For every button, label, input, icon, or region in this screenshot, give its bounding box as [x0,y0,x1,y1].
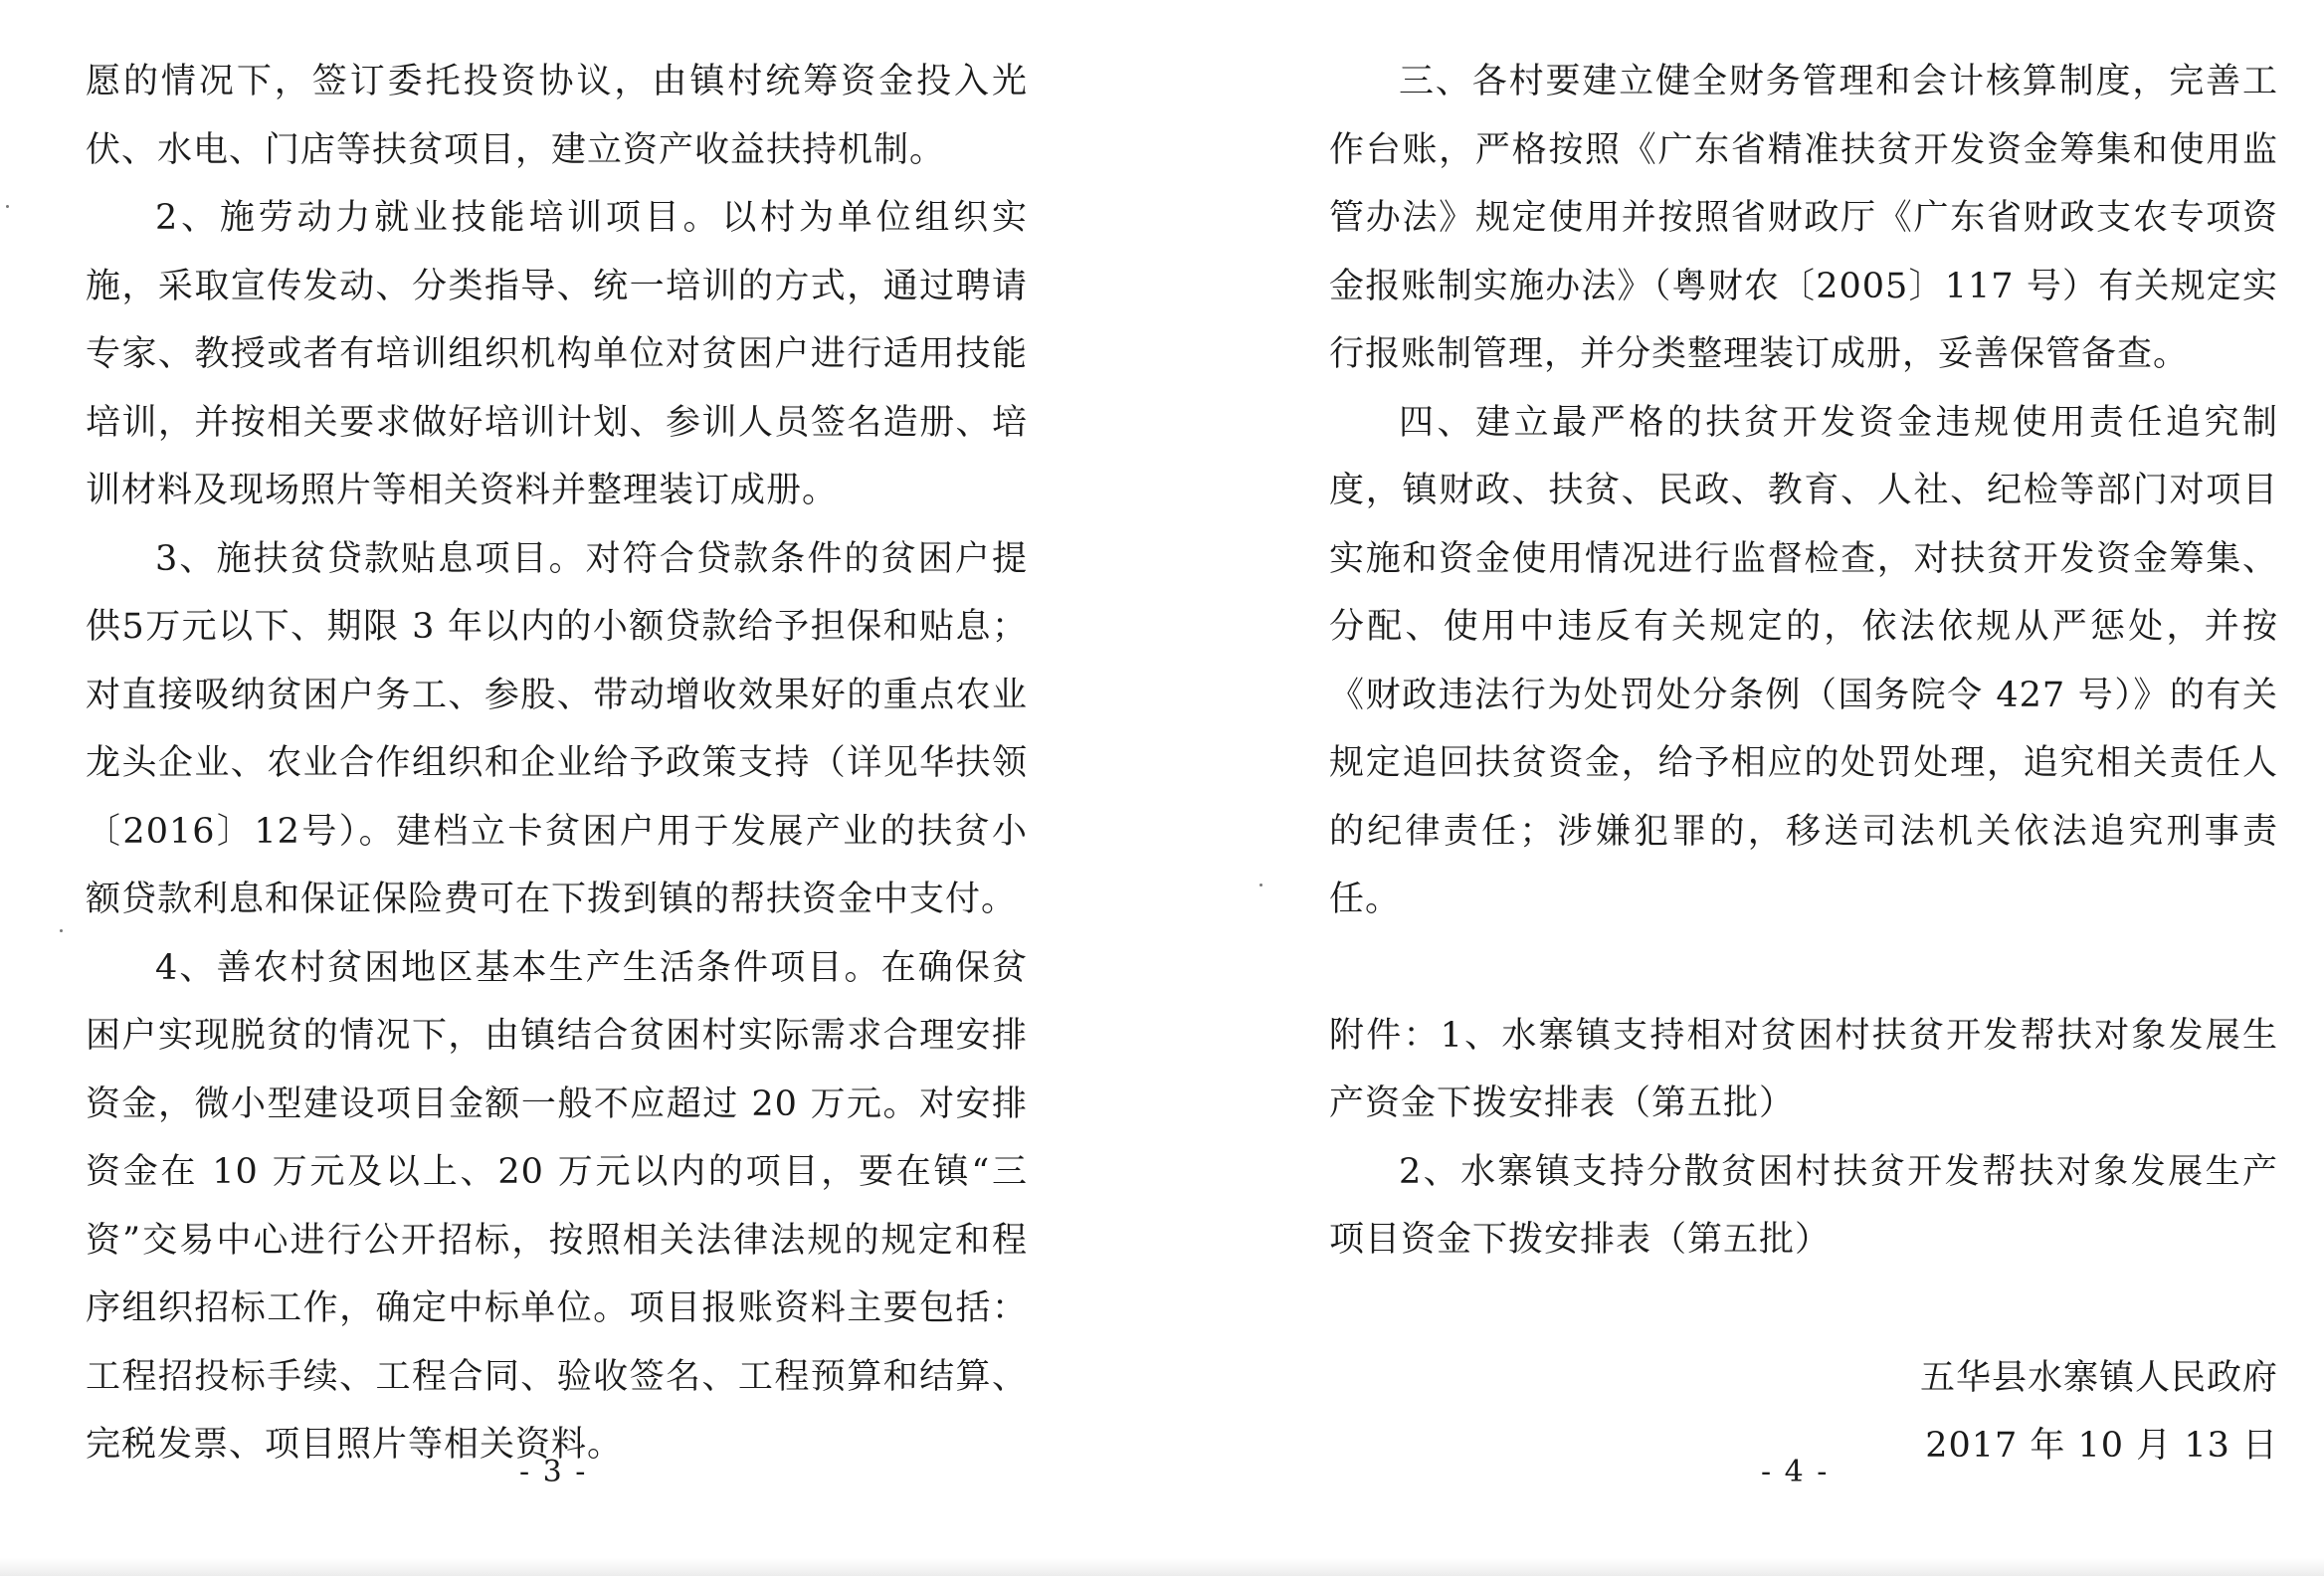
scan-speck-icon [6,205,9,208]
right-page-body [1329,48,2278,1480]
left-page-body [86,48,1028,1479]
right-paragraph-1: 三、各村要建立健全财务管理和会计核算制度，完善工作台账，严格按照《广东省精准扶贫开发资金筹集和使用监管办法》规定使用并按照省财政厅《广东省财政支农专项资金报账制实施办法》（粤财农〔2005〕117 号）有关规定实行报账制管理，并分类整理装订成册，妥善保管备查。 [1329,62,2278,374]
scan-speck-icon [60,929,63,932]
left-paragraph-1: 愿的情况下，签订委托投资协议，由镇村统筹资金投入光伏、水电、门店等扶贫项目，建立资产收益扶持机制。 [86,62,1028,170]
issue-date: 2017 年 10 月 13 日 [1925,1426,2278,1466]
right-page [1162,0,2324,1576]
attachment-item-2: 2、水寨镇支持分散贫困村扶贫开发帮扶对象发展生产项目资金下拨安排表（第五批） [1329,1151,2278,1260]
left-paragraph-3: 3、施扶贫贷款贴息项目。对符合贷款条件的贫困户提供5万元以下、期限 3 年以内的小额贷款给予担保和贴息；对直接吸纳贫困户务工、参股、带动增收效果好的重点农业龙头企业、农业合作组织和企业给予政策支持（详见华扶领〔2016〕12号）。建档立卡贫困户用于发展产业的扶贫小额贷款利息和保证保险费可在下拨到镇的帮扶资金中支付。 [86,538,1028,919]
left-paragraph-2: 2、施劳动力就业技能培训项目。以村为单位组织实施，采取宣传发动、分类指导、统一培训的方式，通过聘请专家、教授或者有培训组织机构单位对贫困户进行适用技能培训，并按相关要求做好培训计划、参训人员签名造册、培训材料及现场照片等相关资料并整理装订成册。 [86,198,1028,510]
page-number-left: - 3 - [519,1455,588,1489]
attachment-item-1: 附件：1、水寨镇支持相对贫困村扶贫开发帮扶对象发展生产资金下拨安排表（第五批） [1329,1015,2278,1123]
left-paragraph-4: 4、善农村贫困地区基本生产生活条件项目。在确保贫困户实现脱贫的情况下，由镇结合贫困村实际需求合理安排资金，微小型建设项目金额一般不应超过 20 万元。对安排资金在 10 万元及以上、20 万元以内的项目，要在镇“三资”交易中心进行公开招标，按照相关法律法规的规定和程序组织招标工作，确定中标单位。项目报账资料主要包括：工程招投标手续、工程合同、验收签名、工程预算和结算、完税发票、项目照片等相关资料。 [86,947,1028,1465]
issuing-organization: 五华县水寨镇人民政府 [1919,1357,2278,1398]
attachments [1329,1002,2278,1275]
scan-bottom-edge [0,1558,2324,1576]
scan-speck-icon [1259,884,1262,886]
right-paragraph-2: 四、建立最严格的扶贫开发资金违规使用责任追究制度，镇财政、扶贫、民政、教育、人社、纪检等部门对项目实施和资金使用情况进行监督检查，对扶贫开发资金筹集、分配、使用中违反有关规定的，依法依规从严惩处，并按《财政违法行为处罚处分条例（国务院令 427 号）》的有关规定追回扶贫资金，给予相应的处罚处理，追究相关责任人的纪律责任；涉嫌犯罪的，移送司法机关依法追究刑事责任。 [1329,402,2278,919]
page-number-right: - 4 - [1761,1455,1830,1489]
